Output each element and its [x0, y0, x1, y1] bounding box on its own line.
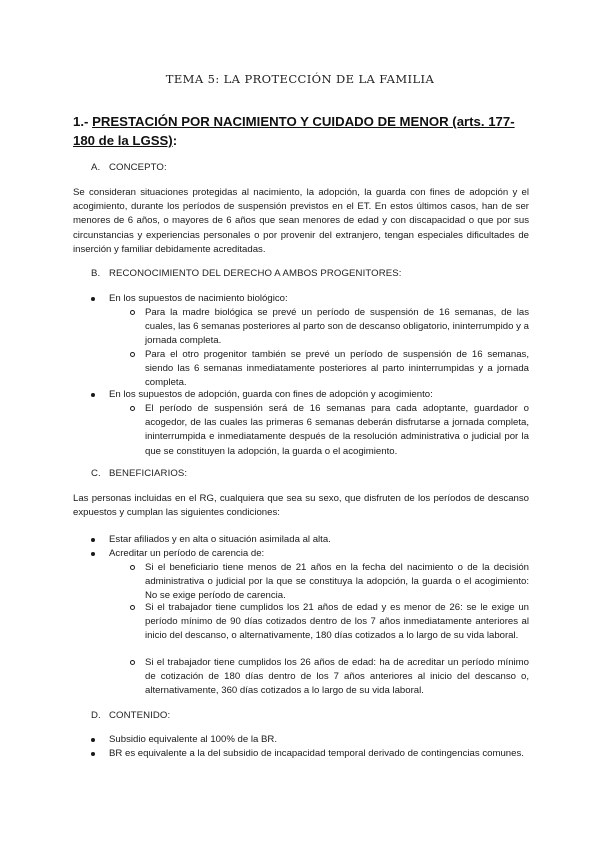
list-item: El período de suspensión será de 16 semanas para cada adoptante, guardador o acogedor, de las cuales las primeras 6 semanas deberán disfrutarse a jornada completa, ininterrumpida e inmediatamente después de la resolución administrativa o judicial por la que se constituyen la adopción, la guarda o el acogimiento.: [145, 402, 529, 459]
subsection-d-heading: [91, 710, 170, 721]
subsection-label: BENEFICIARIOS:: [109, 468, 188, 479]
subsection-c-heading: [91, 468, 187, 479]
list-item: Acreditar un período de carencia de:: [109, 547, 529, 561]
subsection-label: CONCEPTO:: [109, 162, 167, 173]
document-title: TEMA 5: LA PROTECCIÓN DE LA FAMILIA: [165, 72, 435, 86]
list-item: Estar afiliados y en alta o situación asimilada al alta.: [109, 533, 529, 547]
subsection-letter: D.: [91, 710, 101, 721]
list-item: Para la madre biológica se prevé un período de suspensión de 16 semanas, de las cuales, las 6 semanas posteriores al parto son de descanso obligatorio, ininterrumpido y a jornada completa.: [145, 306, 529, 349]
subsection-a-heading: [91, 162, 167, 173]
list-item: Subsidio equivalente al 100% de la BR.: [109, 733, 529, 747]
list-item: En los supuestos de nacimiento biológico:: [109, 292, 529, 306]
heading-text: PRESTACIÓN POR NACIMIENTO Y CUIDADO DE MENOR (arts. 177-180 de la LGSS): [73, 114, 515, 148]
heading-suffix: :: [172, 133, 178, 148]
list-item: Si el beneficiario tiene menos de 21 años en la fecha del nacimiento o de la decisión administrativa o judicial por la que se constituya la adopción, la guarda o el acogimiento: No se exige período de carencia.: [145, 561, 529, 604]
beneficiarios-intro: Las personas incluidas en el RG, cualquiera que sea su sexo, que disfruten de los períodos de descanso expuestos y cumplan las siguientes condiciones:: [73, 493, 529, 519]
subsection-b-heading: [91, 268, 402, 279]
concepto-paragraph: Se consideran situaciones protegidas al nacimiento, la adopción, la guarda con fines de adopción y el acogimiento, durante los períodos de suspensión previstos en el ET. En estos últimos casos, han de ser menores de 6 años, o mayores de 6 años que sean menores de edad y con discapacidad o que por sus circunstancias y experiencias personales o por provenir del extranjero, tengan especiales dificultades de inserción y familiar debidamente acreditadas.: [73, 187, 529, 255]
subsection-letter: A.: [91, 162, 101, 173]
heading-number: 1.-: [73, 114, 93, 129]
list-item: Si el trabajador tiene cumplidos los 26 años de edad: ha de acreditar un período mínimo de cotización de 180 días dentro de los 7 años anteriores al inicio del descanso o, alternativamente, 360 días cotizados a lo largo de su vida laboral.: [145, 656, 529, 699]
list-item: BR es equivalente a la del subsidio de incapacidad temporal derivado de contingencias comunes.: [109, 747, 529, 761]
list-item: En los supuestos de adopción, guarda con fines de adopción y acogimiento:: [109, 388, 529, 402]
subsection-label: RECONOCIMIENTO DEL DERECHO A AMBOS PROGENITORES:: [109, 268, 402, 279]
subsection-label: CONTENIDO:: [109, 710, 171, 721]
list-item: Si el trabajador tiene cumplidos los 21 años de edad y es menor de 26: se le exige un período mínimo de 90 días cotizados dentro de los 7 años inmediatamente anteriores al inicio del descanso, o alternativamente, 180 días cotizados a lo largo de su vida laboral.: [145, 601, 529, 644]
list-item: Para el otro progenitor también se prevé un período de suspensión de 16 semanas, siendo las 6 semanas inmediatamente posteriores al parto ininterrumpidas y a jornada completa.: [145, 348, 529, 391]
subsection-letter: B.: [91, 268, 101, 279]
section-heading: [73, 112, 533, 150]
subsection-letter: C.: [91, 468, 101, 479]
